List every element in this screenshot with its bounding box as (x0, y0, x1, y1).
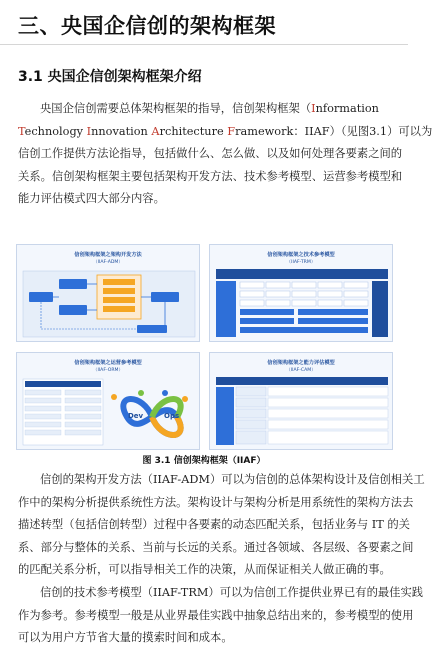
para2-line5: 的匹配关系分析，可以指导相关工作的决策，从而保证相关人做正确的事。 (18, 563, 391, 576)
chapter-title: 三、央国企信创的架构框架 (18, 14, 276, 38)
para3-line3: 可以为用户方节省大量的摸索时间和成本。 (18, 631, 233, 644)
acronym-letter-i2: I (86, 124, 92, 138)
orm-diagram (17, 353, 201, 451)
orm-subtitle: （IIAF-ORM） (92, 368, 124, 373)
orm-title: 信创架构框架之运营参考模型 (74, 360, 142, 366)
para1-line5: 能力评估模式四大部分内容。 (18, 192, 165, 205)
panel-cam (209, 352, 393, 450)
para3-line1: 信创的技术参考模型（IIAF-TRM）可以为信创工作提供业界已有的最佳实践 (40, 586, 424, 599)
para2-line4: 系、部分与整体的关系、当前与长远的关系。通过各领域、各层级、各要素之间 (18, 540, 414, 554)
intro-paragraph (18, 98, 432, 211)
acronym-letter-a: A (151, 124, 160, 138)
para1-line4: 关系。信创架构框架主要包括架构开发方法、技术参考模型、运营参考模型和 (18, 169, 403, 183)
panel-adm (16, 244, 200, 342)
title-divider (0, 44, 408, 45)
panel-orm (16, 352, 200, 450)
trm-diagram (210, 245, 394, 343)
adm-paragraph (18, 469, 425, 582)
para1-line2-b: nnovation (91, 124, 152, 138)
para1-line2 (18, 121, 432, 144)
cam-subtitle: （IIAF-CAM） (286, 368, 316, 373)
section-title: 3.1 央国企信创架构框架介绍 (18, 69, 202, 85)
adm-subtitle: （IIAF-ADM） (93, 260, 123, 265)
figure-3-1 (16, 244, 394, 450)
cam-title: 信创架构框架之能力评估模型 (267, 360, 335, 366)
dev-label: Dev (128, 412, 144, 420)
para2-line2: 作中的架构分析提供系统性方法。架构设计与架构分析是用系统性的架构方法去 (18, 495, 414, 509)
para1-line1 (18, 98, 394, 121)
trm-subtitle: （IIAF-TRM） (286, 260, 316, 265)
para2-line3: 描述转型（包括信创转型）过程中各要素的动态匹配关系，包括业务与 IT 的关 (18, 518, 410, 531)
figure-caption: 图 3.1 信创架构框架（IIAF） (142, 456, 266, 466)
ops-label: Ops (164, 412, 180, 420)
trm-title: 信创架构框架之技术参考模型 (267, 252, 335, 258)
adm-diagram (17, 245, 201, 343)
cam-diagram (210, 353, 394, 451)
acronym-letter-t: T (18, 124, 25, 138)
para1-line3: 信创工作提供方法论指导，包括做什么、怎么做、以及如何处理各要素之间的 (18, 147, 403, 160)
acronym-letter-f: F (227, 124, 236, 138)
panel-trm (209, 244, 393, 342)
para2-line1: 信创的架构开发方法（IIAF-ADM）可以为信创的总体架构设计及信创相关工 (40, 473, 425, 486)
para3-line2: 作为参考。参考模型一般是从业界最佳实践中抽象总结出来的，参考模型的使用 (18, 608, 414, 622)
acronym-letter-i: I (311, 102, 316, 115)
para1-line1-tail: nformation (315, 102, 379, 115)
trm-paragraph (18, 582, 424, 650)
para1-line2-a: echnology (24, 124, 87, 138)
adm-title: 信创架构框架之架构开发方法 (74, 252, 142, 258)
para1-line2-c: rchitecture (159, 124, 228, 138)
para1-line1-text: 央国企信创需要总体架构框架的指导，信创架构框架（ (40, 102, 312, 115)
para1-line2-d: ramework：IIAF）（见图3.1）可以为 (235, 124, 432, 138)
